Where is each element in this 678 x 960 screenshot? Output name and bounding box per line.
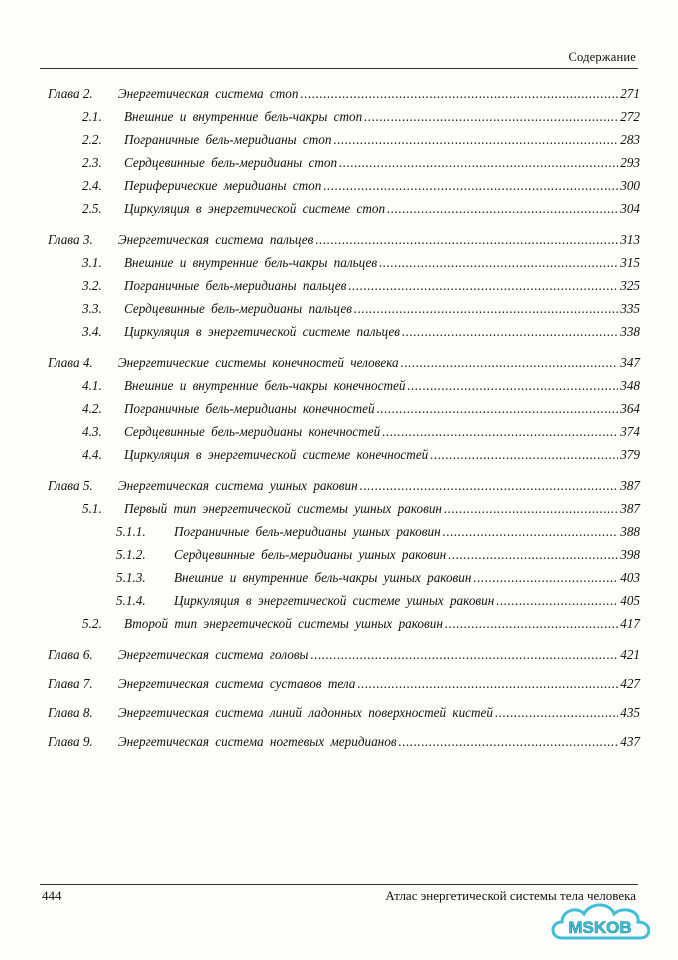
toc-entry [0, 324, 640, 344]
toc-entry-number: Глава 2. [48, 86, 93, 101]
toc-entry-page: 335 [620, 301, 640, 316]
toc-dot-leader [444, 501, 618, 517]
toc-dot-leader [443, 524, 619, 540]
toc-entry-title: Сердцевинные бель-меридианы конечностей [124, 424, 381, 439]
toc-entry [0, 478, 640, 498]
toc-entry-number: 3.4. [82, 324, 102, 339]
toc-entry-page: 421 [620, 647, 640, 662]
toc-entry [0, 616, 640, 636]
toc-entry-title: Циркуляция в энергетической системе стоп [124, 201, 386, 216]
toc-dot-leader [445, 616, 618, 632]
toc-entry [0, 155, 640, 175]
toc-entry-title: Энергетическая система ногтевых меридианов [118, 734, 397, 749]
toc-dot-leader [495, 705, 618, 721]
toc-entry-page: 427 [620, 676, 640, 691]
toc-entry-title: Энергетическая система ушных раковин [118, 478, 358, 493]
toc-entry [0, 501, 640, 521]
toc-entry [0, 570, 640, 590]
toc-dot-leader [379, 255, 618, 271]
toc-dot-leader [323, 178, 618, 194]
toc-dot-leader [364, 109, 618, 125]
toc-entry-page: 403 [620, 570, 640, 585]
watermark-text: MSKOB [568, 918, 632, 937]
toc-dot-leader [348, 278, 618, 294]
toc-entry [0, 278, 640, 298]
toc-entry-number: 5.1.4. [116, 593, 146, 608]
toc-entry-number: 5.1. [82, 501, 102, 516]
toc-entry-title: Пограничные бель-меридианы стоп [124, 132, 332, 147]
toc-entry [0, 676, 640, 696]
footer-rule [40, 884, 638, 885]
toc-dot-leader [357, 676, 618, 692]
toc-dot-leader [354, 301, 618, 317]
page-number: 444 [42, 888, 62, 903]
toc-entry-number: 4.3. [82, 424, 102, 439]
toc-entry [0, 524, 640, 544]
toc-dot-leader [399, 734, 619, 750]
toc-entry-number: Глава 8. [48, 705, 93, 720]
toc-entry [0, 547, 640, 567]
header-rule [40, 68, 638, 69]
toc-entry-title: Внешние и внутренние бель-чакры пальцев [124, 255, 378, 270]
toc-entry-title: Циркуляция в энергетической системе пальцев [124, 324, 400, 339]
toc-entry-title: Второй тип энергетической системы ушных раковин [124, 616, 443, 631]
toc-entry-number: 2.1. [82, 109, 102, 124]
toc-entry-title: Энергетическая система головы [118, 647, 309, 662]
toc-dot-leader [430, 447, 618, 463]
toc-entry-page: 387 [620, 501, 640, 516]
toc-entry-number: Глава 9. [48, 734, 93, 749]
toc-entry [0, 355, 640, 375]
toc-entry-page: 417 [620, 616, 640, 631]
toc-entry-number: 5.2. [82, 616, 102, 631]
toc-entry-page: 435 [620, 705, 640, 720]
toc-entry-page: 325 [620, 278, 640, 293]
toc-entry-page: 398 [620, 547, 640, 562]
toc-entry-title: Пограничные бель-меридианы пальцев [124, 278, 347, 293]
toc-entry-page: 283 [620, 132, 640, 147]
toc-entry-page: 271 [620, 86, 640, 101]
toc-entry-number: 5.1.3. [116, 570, 146, 585]
toc-entry-title: Энергетические системы конечностей человека [118, 355, 399, 370]
toc-dot-leader [333, 132, 618, 148]
toc-entry-number: 4.1. [82, 378, 102, 393]
toc-entry [0, 424, 640, 444]
toc-entry-title: Циркуляция в энергетической системе ушных раковин [174, 593, 495, 608]
toc-entry-number: 2.2. [82, 132, 102, 147]
toc-entry [0, 132, 640, 152]
toc-entry-title: Сердцевинные бель-меридианы пальцев [124, 301, 352, 316]
toc-dot-leader [377, 401, 619, 417]
toc-entry-page: 347 [620, 355, 640, 370]
toc-entry-title: Энергетическая система пальцев [118, 232, 314, 247]
running-header: Содержание [568, 50, 636, 64]
toc-entry [0, 232, 640, 252]
toc-entry [0, 86, 640, 106]
toc-entry-page: 364 [620, 401, 640, 416]
toc-dot-leader [496, 593, 618, 609]
toc-entry-title: Пограничные бель-меридианы ушных раковин [174, 524, 441, 539]
toc-entry-title: Энергетическая система суставов тела [118, 676, 356, 691]
toc-entry [0, 109, 640, 129]
toc-entry-page: 437 [620, 734, 640, 749]
toc-dot-leader [339, 155, 618, 171]
toc-dot-leader [360, 478, 619, 494]
toc-dot-leader [401, 355, 619, 371]
toc-entry [0, 593, 640, 613]
toc-entry-title: Внешние и внутренние бель-чакры стоп [124, 109, 363, 124]
toc-entry-number: 3.3. [82, 301, 102, 316]
toc-dot-leader [315, 232, 618, 248]
toc-entry-number: 3.1. [82, 255, 102, 270]
toc-entry-number: Глава 5. [48, 478, 93, 493]
toc-entry-title: Энергетическая система стоп [118, 86, 299, 101]
running-footer-title: Атлас энергетической системы тела человека [385, 888, 636, 903]
toc-entry-title: Внешние и внутренние бель-чакры ушных раковин [174, 570, 472, 585]
toc-entry-page: 374 [620, 424, 640, 439]
toc-entry-page: 348 [620, 378, 640, 393]
toc-entry-title: Циркуляция в энергетической системе конечностей [124, 447, 429, 462]
toc-entry-title: Периферические меридианы стоп [124, 178, 322, 193]
toc-entry [0, 201, 640, 221]
toc-dot-leader [310, 647, 618, 663]
toc-dot-leader [387, 201, 618, 217]
toc-entry-title: Энергетическая система линий ладонных поверхностей кистей [118, 705, 494, 720]
toc-entry-number: 2.4. [82, 178, 102, 193]
toc-entry-number: 3.2. [82, 278, 102, 293]
toc-entry-title: Внешние и внутренние бель-чакры конечностей [124, 378, 406, 393]
toc-dot-leader [402, 324, 618, 340]
toc-entry-page: 272 [620, 109, 640, 124]
toc-entry [0, 647, 640, 667]
toc-entry-page: 300 [620, 178, 640, 193]
toc-entry-number: Глава 3. [48, 232, 93, 247]
toc-dot-leader [473, 570, 618, 586]
toc-entry-number: 2.3. [82, 155, 102, 170]
toc-entry [0, 705, 640, 725]
toc-entry-page: 379 [620, 447, 640, 462]
toc-entry-page: 304 [620, 201, 640, 216]
toc-entry-page: 405 [620, 593, 640, 608]
toc-dot-leader [448, 547, 618, 563]
watermark-logo [548, 894, 660, 954]
toc-dot-leader [382, 424, 618, 440]
toc-entry-page: 293 [620, 155, 640, 170]
toc-entry-number: 4.4. [82, 447, 102, 462]
toc-entry-title: Сердцевинные бель-меридианы стоп [124, 155, 338, 170]
toc-entry-number: Глава 4. [48, 355, 93, 370]
toc-entry [0, 447, 640, 467]
toc-entry [0, 401, 640, 421]
toc-entry-page: 315 [620, 255, 640, 270]
toc-entry [0, 178, 640, 198]
toc-entry-page: 338 [620, 324, 640, 339]
toc-entry [0, 255, 640, 275]
toc-entry-number: 5.1.1. [116, 524, 146, 539]
toc-entry [0, 378, 640, 398]
toc-entry [0, 301, 640, 321]
toc-dot-leader [300, 86, 618, 102]
toc-entry-title: Первый тип энергетической системы ушных раковин [124, 501, 442, 516]
toc-entry-number: 2.5. [82, 201, 102, 216]
toc-entry-number: Глава 6. [48, 647, 93, 662]
toc-entry-number: 4.2. [82, 401, 102, 416]
toc-entry-title: Пограничные бель-меридианы конечностей [124, 401, 375, 416]
toc-entry-page: 313 [620, 232, 640, 247]
toc-entry [0, 734, 640, 754]
toc-entry-page: 388 [620, 524, 640, 539]
toc-dot-leader [407, 378, 618, 394]
toc-entry-number: 5.1.2. [116, 547, 146, 562]
toc-entry-page: 387 [620, 478, 640, 493]
toc-entry-title: Сердцевинные бель-меридианы ушных раковин [174, 547, 447, 562]
toc-entry-number: Глава 7. [48, 676, 93, 691]
